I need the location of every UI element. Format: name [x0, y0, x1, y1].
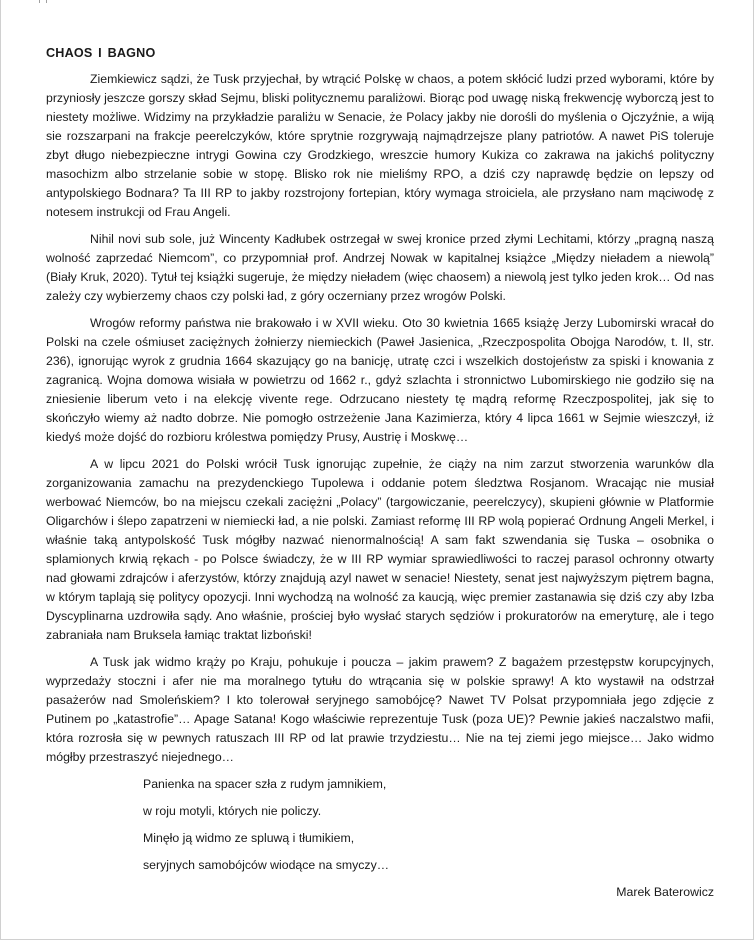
- poem-line-4: seryjnych samobójców wiodące na smyczy…: [143, 858, 390, 872]
- poem-line-1: Panienka na spacer szła z rudym jamnikiem,: [143, 777, 387, 791]
- document-body: [46, 44, 714, 902]
- article-title: CHAOS I BAGNO: [46, 46, 156, 60]
- poem-line-3: Minęło ją widmo ze spluwą i tłumikiem,: [143, 831, 355, 845]
- poem: [143, 775, 714, 875]
- author-signature: Marek Baterowicz: [616, 885, 714, 899]
- paragraph-1: Ziemkiewicz sądzi, że Tusk przyjechał, by wtrącić Polskę w chaos, a potem skłócić ludzi przed wyborami, które by przyniosły jeszcze gorszy skład Sejmu, bliski politycznemu paraliżowi. Biorąc pod uwagę niską frekwencję wyborczą jest to niestety możliwe. Widzimy na przykładzie paraliżu w Senacie, że Polacy jakby nie dorośli do myślenia o Ojczyźnie, a wiją sie rozszarpani na frakcje peerelczyków, które sprytnie rozgrywają najmądrzejsze plany patriotów. A nawet PiS toleruje zbyt długo niebezpieczne intrygi Gowina czy Grodzkiego, wreszcie humory Kukiza co zakrawa na jakichś polityczny masochizm albo strzelanie sobie w stopę. Blisko rok nie mieliśmy RPO, a dziś czy naprawdę będzie on lepszy od antypolskiego Bodnara? Ta III RP to jakby rozstrojony fortepian, który wymaga stroiciela, ale przysłano nam mąciwodę z notesem instrukcji od Frau Angeli.: [46, 72, 714, 219]
- page-corner-mark: [39, 0, 47, 3]
- paragraph-4: A w lipcu 2021 do Polski wrócił Tusk ignorując zupełnie, że ciąży na nim zarzut stworzenia warunków dla zorganizowania zamachu na prezydenckiego Tupolewa i oddanie potem śledztwa Rosjanom. Wracając nie musiał werbować Niemców, bo na miejscu czekali zaciężni „Polacy” (targowiczanie, peerelczycy), skupieni głównie w Platformie Oligarchów i ślepo zapatrzeni w niemiecki ład, a nie polski. Zamiast reformę III RP wolą popierać Ordnung Angeli Merkel, i właśnie taką antypolskość Tusk mógłby nazwać nienormalnością! A sam fakt szwendania się Tuska – osobnika o splamionych krwią rękach - po Polsce świadczy, że w III RP wymiar sprawiedliwości to raczej parasol ochronny otwarty nad głowami zdrajców i aferzystów, którzy znajdują azyl nawet w senacie! Niestety, senat jest najwyższym piętrem bagna, w którym taplają się politycy opozycji. Inni wychodzą na wolność za kaucją, więc premier zastanawia się dziś czy aby Izba Dyscyplinarna uzdrowiła sądy. Ano właśnie, prościej było wysłać starych sędziów i prokuratorów na emeryturę, ale i tego zabraniała nam Bruksela łamiąc traktat lizboński!: [46, 457, 714, 642]
- paragraph-2: Nihil novi sub sole, już Wincenty Kadłubek ostrzegał w swej kronice przed złymi Lechitami, którzy „pragną naszą wolność zaprzedać Niemcom”, co przypomniał prof. Andrzej Nowak w kapitalnej książce „Między nieładem a niewolą” (Biały Kruk, 2020). Tytuł tej książki sugeruje, że między nieładem (więc chaosem) a niewolą jest tylko jeden krok… Od nas zależy czy wybierzemy chaos czy polski ład, z góry oczerniany przez wrogów Polski.: [46, 232, 714, 303]
- paragraph-5: A Tusk jak widmo krąży po Kraju, pohukuje i poucza – jakim prawem? Z bagażem przestępstw korupcyjnych, wyprzedaży stoczni i afer nie ma moralnego tytułu do wtrącania się w polskie sprawy! A kto wystawił na odstrzał pasażerów nad Smoleńskiem? I kto tolerował seryjnego samobójcę? Nawet TV Polsat przypomniała jego zdjęcie z Putinem po „katastrofie”… Apage Satana! Kogo właściwie reprezentuje Tusk (poza UE)? Pewnie jakieś naczalstwo mafii, która rozrosła się w pewnych ratuszach III RP od lat prawie trzydziestu… Nie na tej ziemi jego miejsce… Jako widmo mógłby przestraszyć niejednego…: [46, 655, 714, 764]
- poem-line-2: w roju motyli, których nie policzy.: [143, 804, 322, 818]
- paragraph-3: Wrogów reformy państwa nie brakowało i w XVII wieku. Oto 30 kwietnia 1665 książę Jerzy Lubomirski wracał do Polski na czele ośmiuset zaciężnych żołnierzy niemieckich (Paweł Jasienica, „Rzeczpospolita Obojga Narodów, t. II, str. 236), ignorując wyrok z grudnia 1664 skazujący go na banicję, utratę czci i wszelkich dostojeństw za spiski i knowania z zagranicą. Wojna domowa wisiała w powietrzu od 1662 r., gdyż szlachta i stronnictwo Lubomirskiego nie godziło się na zniesienie liberum veto i na elekcję vivente rege. Odrzucano niestety tę mądrą reformę Rzeczpospolitej, jak się to skończyło wiemy aż nadto dobrze. Nie pomogło ostrzeżenie Jana Kazimierza, który 4 lipca 1661 w Sejmie wieszczył, iż kiedyś może dojść do rozbioru królestwa pomiędzy Prusy, Austrię i Moskwę…: [46, 316, 714, 444]
